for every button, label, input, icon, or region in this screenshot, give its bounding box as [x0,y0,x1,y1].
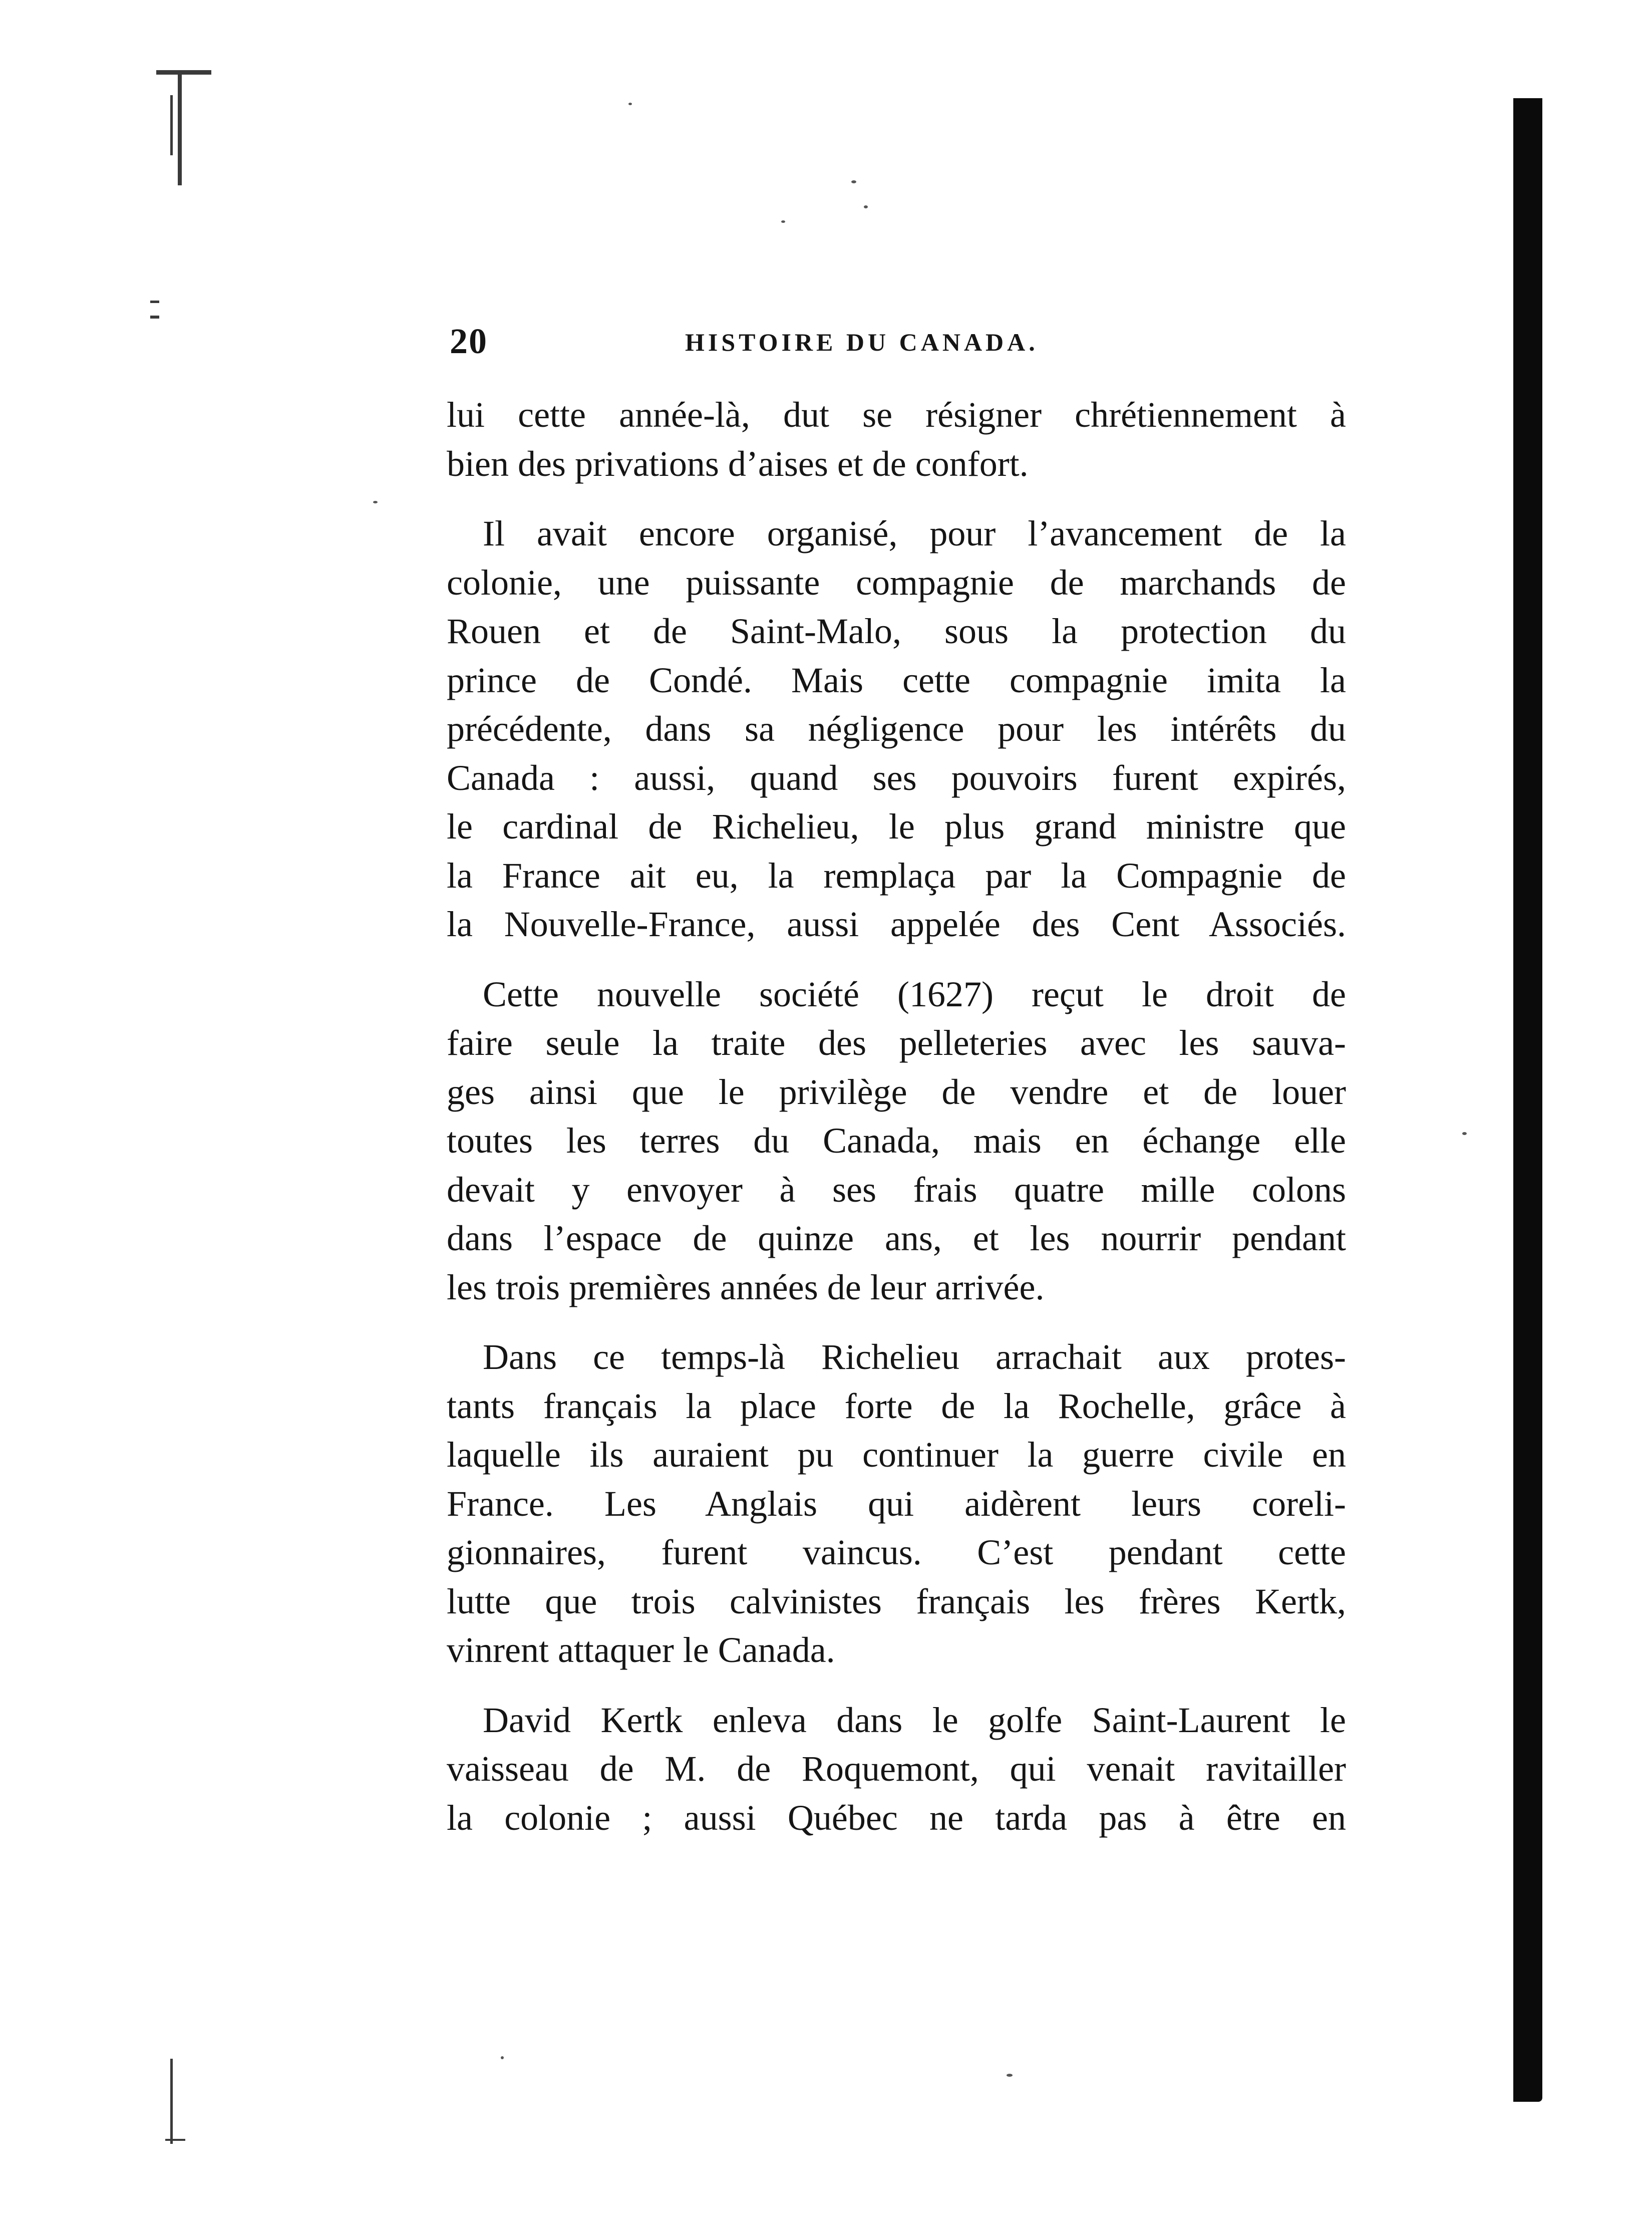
scan-speck [628,103,632,105]
gutter-mark [170,2059,173,2144]
text-line: tants français la place forte de la Rochelle, grâce à [447,1385,1346,1426]
paragraph [447,1696,1346,1843]
text-line: vinrent attaquer le Canada. [447,1630,835,1670]
text-line: ges ainsi que le privilège de vendre et de louer [447,1071,1346,1112]
gutter-mark [156,70,211,75]
text-line: dans l’espace de quinze ans, et les nourrir pendant [447,1218,1346,1258]
header-title: HISTOIRE DU CANADA. [685,328,1039,356]
text-line: la colonie ; aussi Québec ne tarda pas à être en [447,1797,1346,1838]
paragraph [447,970,1346,1312]
text-line: la France ait eu, la remplaça par la Compagnie de [447,855,1346,896]
paragraph [447,391,1346,488]
text-line: laquelle ils auraient pu continuer la guerre civile en [447,1435,1346,1475]
running-header [450,321,1345,366]
text-line: Rouen et de Saint-Malo, sous la protection du [447,611,1346,651]
text-line: colonie, une puissante compagnie de marchands de [447,562,1346,603]
text-line: Canada : aussi, quand ses pouvoirs furent expirés, [447,757,1346,798]
text-line: précédente, dans sa négligence pour les intérêts du [447,709,1346,749]
body-text [447,391,1346,1863]
scan-speck [781,220,785,223]
text-line: devait y envoyer à ses frais quatre mille colons [447,1169,1346,1210]
paragraph [447,509,1346,949]
gutter-mark [150,316,159,319]
text-line: prince de Condé. Mais cette compagnie imita la [447,660,1346,700]
text-line: faire seule la traite des pelleteries avec les sauva- [447,1023,1346,1063]
scan-speck [373,501,378,503]
scan-speck [501,2056,504,2059]
paragraph [447,1333,1346,1675]
text-line: David Kertk enleva dans le golfe Saint-Laurent le [483,1700,1346,1740]
text-line: gionnaires, furent vaincus. C’est pendant cette [447,1532,1346,1572]
text-line: bien des privations d’aises et de confort. [447,443,1029,484]
text-line: Dans ce temps-là Richelieu arrachait aux protes- [483,1337,1346,1377]
text-line: toutes les terres du Canada, mais en échange elle [447,1121,1346,1161]
page-number: 20 [450,321,488,361]
scan-speck [1007,2074,1013,2077]
text-line: Il avait encore organisé, pour l’avancement de la [483,513,1346,553]
text-line: les trois premières années de leur arrivée. [447,1267,1045,1307]
text-line: vaisseau de M. de Roquemont, qui venait ravitailler [447,1749,1346,1789]
scan-speck [864,205,868,208]
text-line: la Nouvelle-France, aussi appelée des Cent Associés. [447,904,1346,944]
text-line: lutte que trois calvinistes français les frères Kertk, [447,1581,1346,1621]
scan-speck [851,180,856,183]
text-line: Cette nouvelle société (1627) reçut le droit de [483,974,1346,1014]
text-line: lui cette année-là, dut se résigner chrétiennement à [447,395,1346,435]
text-line: le cardinal de Richelieu, le plus grand ministre que [447,806,1346,847]
gutter-mark [178,70,182,185]
gutter-mark [150,301,159,303]
page-spine-shadow [1513,98,1542,2102]
gutter-mark [170,95,173,155]
scan-speck [1462,1132,1467,1135]
gutter-mark [165,2139,185,2141]
text-line: France. Les Anglais qui aidèrent leurs coreli- [447,1483,1346,1524]
